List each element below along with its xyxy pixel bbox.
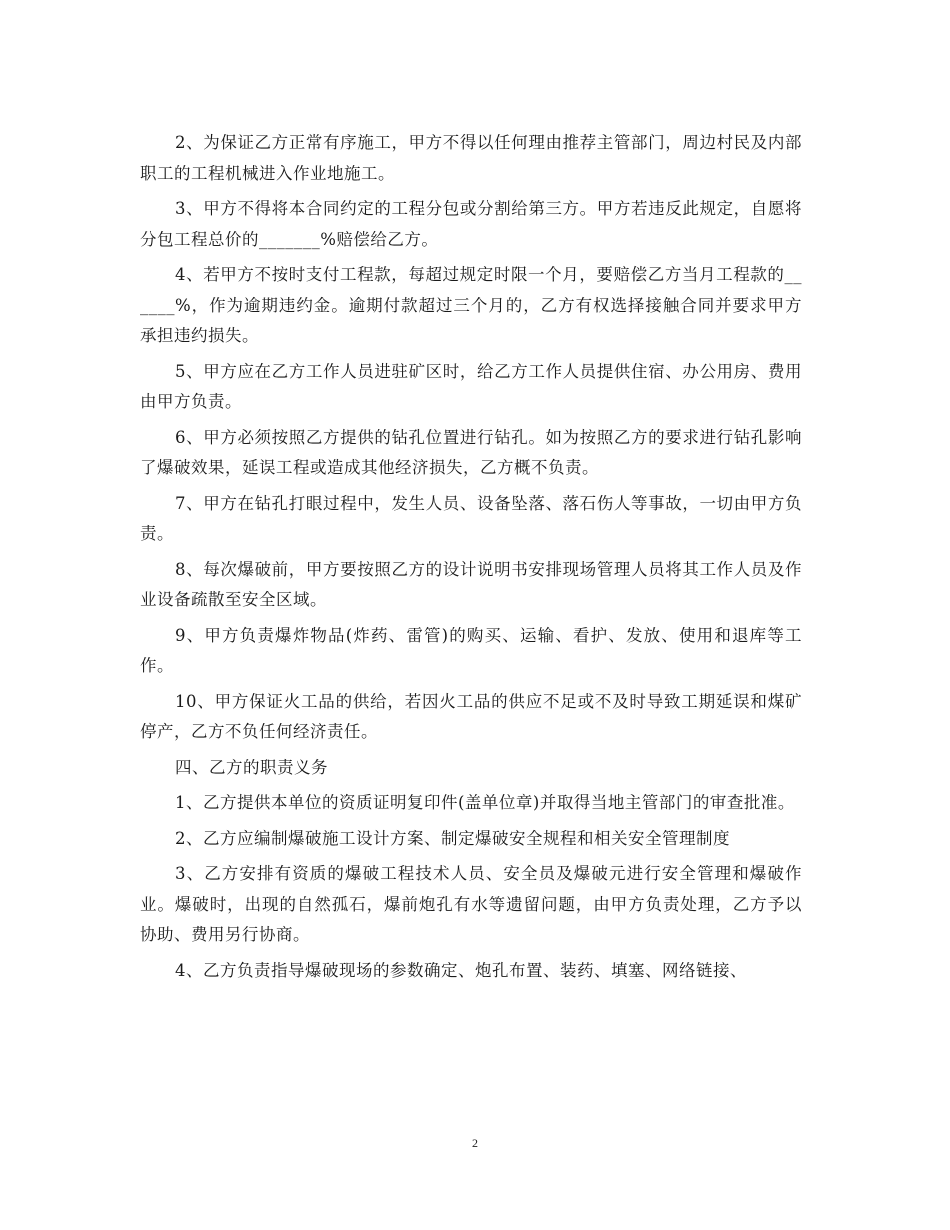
clause-paragraph: 5、甲方应在乙方工作人员进驻矿区时，给乙方工作人员提供住宿、办公用房、费用由甲方负责。 <box>140 361 802 411</box>
clause-paragraph: 2、为保证乙方正常有序施工，甲方不得以任何理由推荐主管部门，周边村民及内部职工的工程机械进入作业地施工。 <box>140 133 802 183</box>
clause-paragraph: 10、甲方保证火工品的供给，若因火工品的供应不足或不及时导致工期延误和煤矿停产，乙方不负任何经济责任。 <box>140 691 802 741</box>
clause-paragraph: 4、若甲方不按时支付工程款，每超过规定时限一个月，要赔偿乙方当月工程款的______%，作为逾期违约金。逾期付款超过三个月的，乙方有权选择接触合同并要求甲方承担违约损失。 <box>140 265 802 345</box>
clause-paragraph: 3、甲方不得将本合同约定的工程分包或分割给第三方。甲方若违反此规定，自愿将分包工程总价的_______%赔偿给乙方。 <box>140 199 802 249</box>
clause-paragraph: 8、每次爆破前，甲方要按照乙方的设计说明书安排现场管理人员将其工作人员及作业设备疏散至安全区域。 <box>140 559 802 609</box>
section-heading: 四、乙方的职责义务 <box>175 757 328 777</box>
clause-paragraph: 7、甲方在钻孔打眼过程中，发生人员、设备坠落、落石伤人等事故，一切由甲方负责。 <box>140 493 802 543</box>
page-number: 2 <box>472 1136 478 1150</box>
clause-paragraph: 1、乙方提供本单位的资质证明复印件(盖单位章)并取得当地主管部门的审查批准。 <box>175 793 795 812</box>
clause-paragraph: 9、甲方负责爆炸物品(炸药、雷管)的购买、运输、看护、发放、使用和退库等工作。 <box>140 625 802 675</box>
clause-paragraph: 6、甲方必须按照乙方提供的钻孔位置进行钻孔。如为按照乙方的要求进行钻孔影响了爆破效果，延误工程或造成其他经济损失，乙方概不负责。 <box>140 427 802 477</box>
document-body <box>140 128 802 991</box>
clause-paragraph: 2、乙方应编制爆破施工设计方案、制定爆破安全规程和相关安全管理制度 <box>175 828 730 848</box>
clause-paragraph: 3、乙方安排有资质的爆破工程技术人员、安全员及爆破元进行安全管理和爆破作业。爆破时，出现的自然孤石，爆前炮孔有水等遗留问题，由甲方负责处理，乙方予以协助、费用另行协商。 <box>140 864 802 944</box>
clause-paragraph: 4、乙方负责指导爆破现场的参数确定、炮孔布置、装药、填塞、网络链接、 <box>175 960 747 980</box>
